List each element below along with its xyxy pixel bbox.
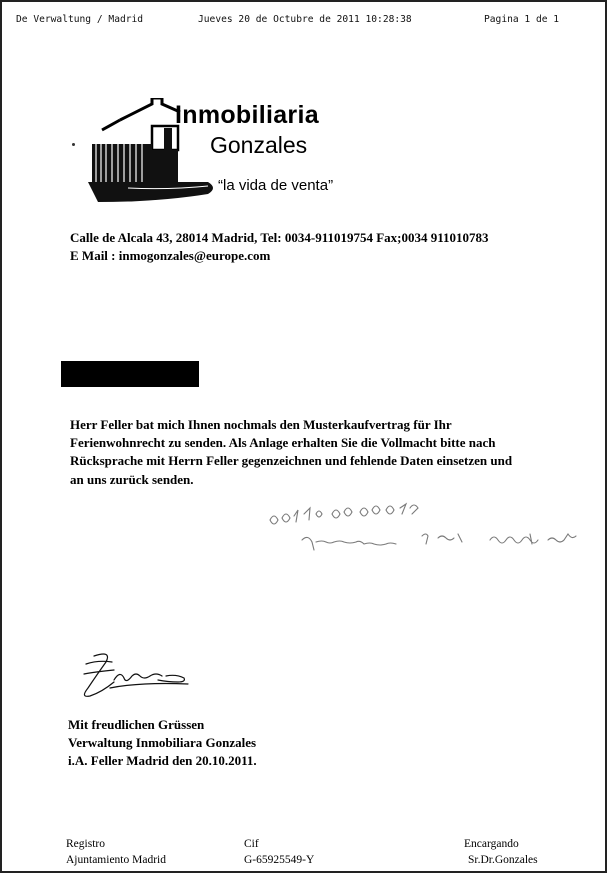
- company-address: [70, 229, 489, 265]
- fax-header: [16, 14, 560, 28]
- footer-cif: [244, 836, 314, 868]
- body-line: Herr Feller bat mich Ihnen nochmals den Musterkaufvertrag für Ihr: [70, 417, 452, 432]
- company-logo: [68, 98, 388, 228]
- footer-registro: [66, 836, 166, 868]
- footer-value: Sr.Dr.Gonzales: [468, 854, 538, 866]
- closing-line: i.A. Feller Madrid den 20.10.2011.: [68, 753, 257, 768]
- address-line: Calle de Alcala 43, 28014 Madrid, Tel: 0034-911019754 Fax;0034 911010783: [70, 230, 489, 245]
- signature: [76, 650, 196, 700]
- company-name-secondary: Gonzales: [210, 132, 308, 158]
- fax-sender: De Verwaltung / Madrid: [16, 14, 144, 25]
- footer-label: Encargando: [464, 838, 519, 850]
- redacted-recipient: [61, 361, 199, 387]
- footer-encargando: [464, 836, 538, 868]
- letter-body: [70, 416, 600, 489]
- handwritten-note: [262, 500, 602, 570]
- body-line: Rücksprache mit Herrn Feller gegenzeichnen und fehlende Daten einsetzen und: [70, 453, 513, 469]
- body-line: Ferienwohnrecht zu senden. Als Anlage erhalten Sie die Vollmacht bitte nach: [70, 435, 496, 451]
- company-name: Inmobiliaria: [175, 101, 319, 129]
- footer-value: G-65925549-Y: [244, 854, 315, 866]
- fax-page-count: Pagina 1 de 1: [484, 14, 560, 25]
- letter-closing: [68, 716, 257, 770]
- footer-label: Registro: [66, 838, 105, 850]
- fax-timestamp: Jueves 20 de Octubre de 2011 10:28:38: [198, 14, 412, 25]
- closing-line: Verwaltung Inmobiliara Gonzales: [68, 735, 257, 750]
- company-tagline: “la vida de venta”: [218, 177, 334, 194]
- closing-line: Mit freudlichen Grüssen: [68, 717, 205, 732]
- email-line: E Mail : inmogonzales@europe.com: [70, 248, 271, 263]
- footer-label: Cif: [244, 838, 259, 850]
- footer-value: Ajuntamiento Madrid: [66, 854, 166, 866]
- body-line: an uns zurück senden.: [70, 471, 194, 487]
